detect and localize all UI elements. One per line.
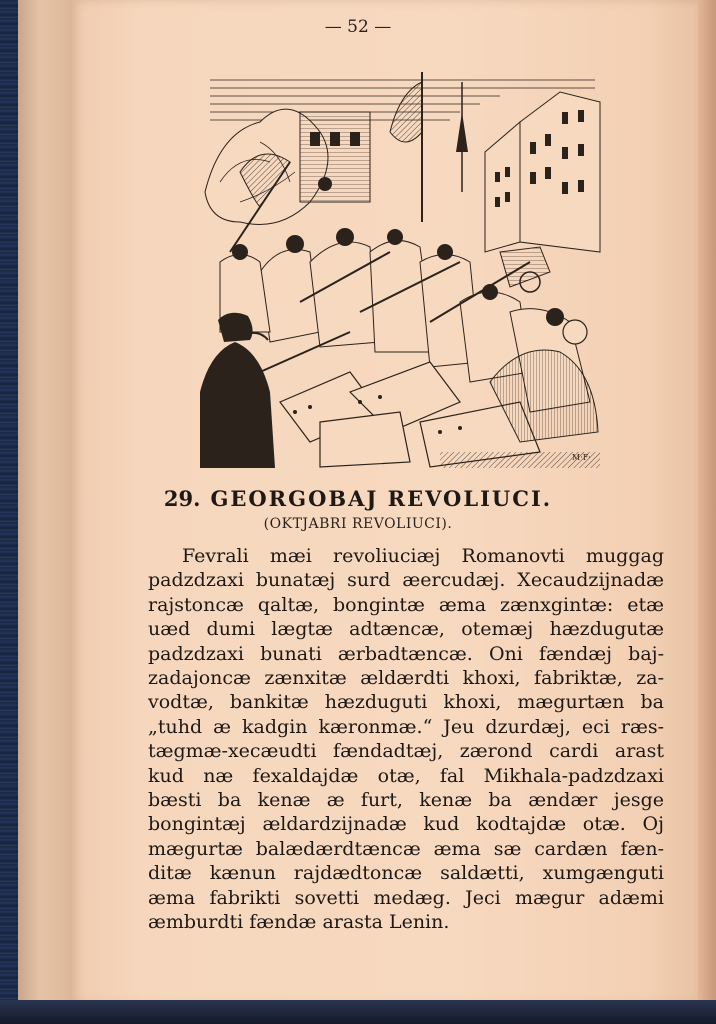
text-line: padzdzaxi bunatæj surd æercudæj. Xecaudzijnadæ (148, 569, 664, 592)
text-line: mægurtæ balædærdtæncæ æma sæ cardæn fæn- (148, 837, 664, 860)
book-bottom-edge (0, 1000, 716, 1024)
chapter-title: GEORGOBAJ REVOLIUCI. (210, 486, 553, 511)
text-line: padzdzaxi bunati ærbadtæncæ. Oni fændæj baj- (148, 642, 664, 665)
text-line: kud næ fexaldajdæ otæ, fal Mikhala-padzdzaxi (148, 764, 664, 787)
text-line: uæd dumi lægtæ adtæncæ, otemæj hæzdugutæ (148, 618, 664, 641)
text-line: Fevrali mæi revoliuciæj Romanovti muggag (182, 545, 664, 567)
text-line: æma fabrikti sovetti medæg. Jeci mægur adæmi (148, 886, 664, 909)
body-paragraph (148, 544, 664, 935)
text-line: zadajoncæ zænxitæ ældærdti khoxi, fabriktæ, za- (148, 667, 664, 690)
illustration-signature: M·F· (572, 453, 591, 462)
page-number: — 52 — (324, 17, 392, 37)
text-line: tægmæ-xecæudti fændadtæj, zærond cardi arast (148, 740, 664, 763)
text-line: ditæ kænun rajdædtoncæ saldætti, xumgænguti (148, 862, 664, 885)
revolution-illustration (200, 72, 602, 468)
text-line: rajstoncæ qaltæ, bongintæ æma zænxgintæ: etæ (148, 593, 664, 616)
text-line: bongintæj ældardzijnadæ kud kodtajdæ otæ. Oj (148, 813, 664, 836)
text-line: „tuhd æ kadgin kæronmæ.“ Jeu dzurdæj, eci ræs- (148, 715, 664, 738)
chapter-heading (0, 486, 716, 511)
chapter-number: 29. (163, 486, 201, 511)
text-line: æmburdti fændæ arasta Lenin. (148, 911, 450, 934)
text-line: vodtæ, bankitæ hæzduguti khoxi, mægurtæn ba (148, 691, 664, 714)
text-line: bæsti ba kenæ æ furt, kenæ ba ændær jesge (148, 789, 664, 812)
chapter-subtitle: (OKTJABRI REVOLIUCI). (263, 516, 453, 532)
